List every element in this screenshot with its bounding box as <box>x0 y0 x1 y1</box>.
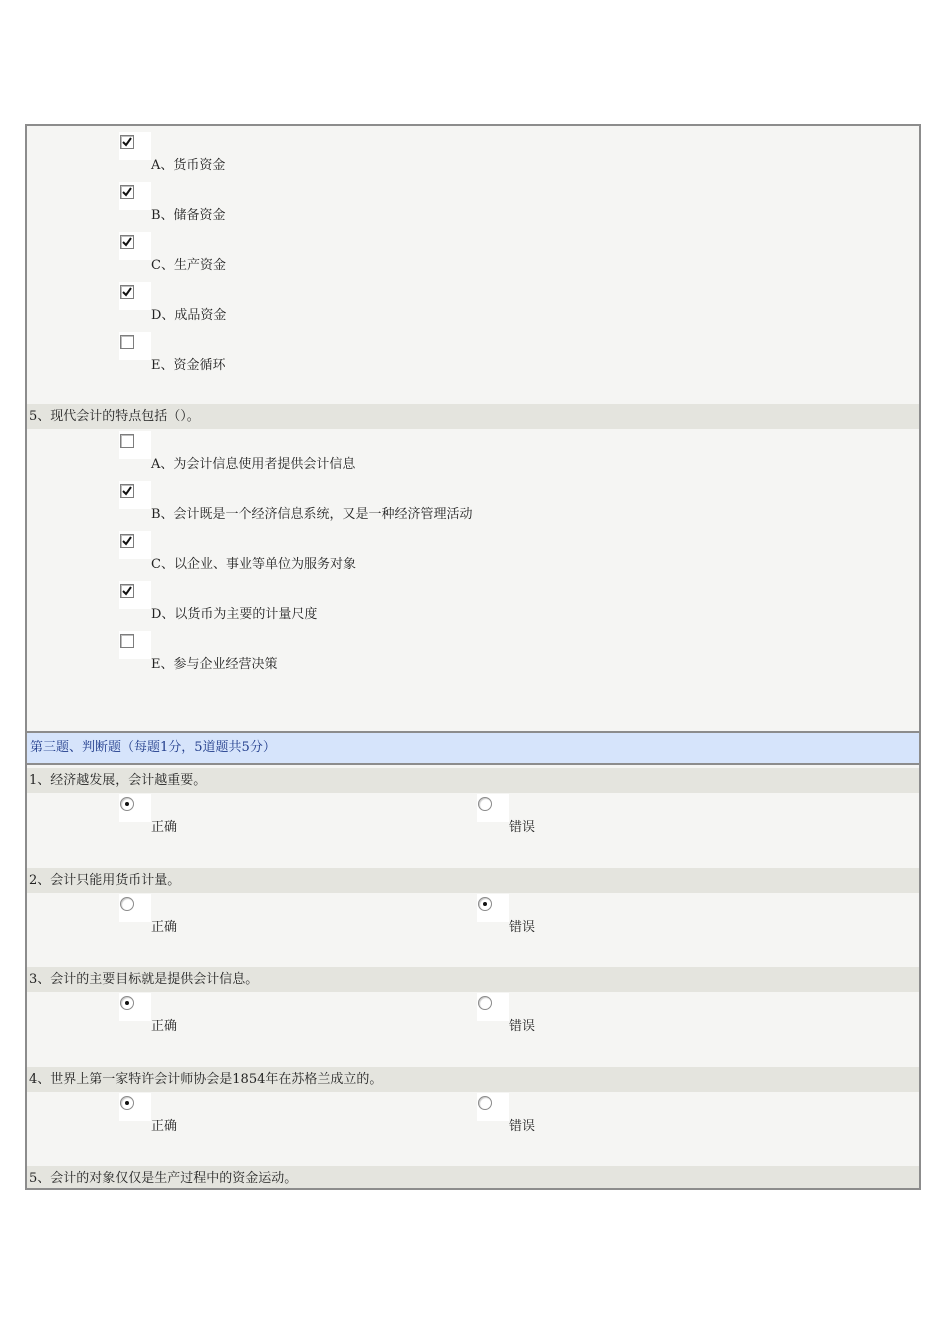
q4-e-label: E、资金循环 <box>151 358 226 373</box>
tf3-true-radio[interactable] <box>119 993 151 1021</box>
q5-question: 5、现代会计的特点包括（）。 <box>27 404 921 429</box>
tf4-false-label: 错误 <box>509 1119 536 1134</box>
checkmark-icon <box>121 136 133 148</box>
q4-b-checkbox[interactable] <box>119 182 151 210</box>
tf2-true-label: 正确 <box>151 920 178 935</box>
q5-e-label: E、参与企业经营决策 <box>151 657 278 672</box>
tf3-false-radio[interactable] <box>477 993 509 1021</box>
checkmark-icon <box>121 585 133 597</box>
tf4-true-radio[interactable] <box>119 1093 151 1121</box>
q5-a-label: A、为会计信息使用者提供会计信息 <box>151 457 356 472</box>
checkmark-icon <box>121 286 133 298</box>
tf2-false-label: 错误 <box>509 920 536 935</box>
tf-question-3: 3、会计的主要目标就是提供会计信息。 <box>27 967 921 992</box>
q5-d-label: D、以货币为主要的计量尺度 <box>151 607 318 622</box>
tf-question-1: 1、经济越发展，会计越重要。 <box>27 768 921 793</box>
tf3-true-label: 正确 <box>151 1019 178 1034</box>
checkmark-icon <box>121 236 133 248</box>
q5-c-checkbox[interactable] <box>119 531 151 559</box>
section-header: 第三题、判断题（每题1分，5道题共5分） <box>27 731 921 765</box>
tf4-true-label: 正确 <box>151 1119 178 1134</box>
quiz-frame <box>25 124 921 1190</box>
q5-d-checkbox[interactable] <box>119 581 151 609</box>
q4-e-checkbox[interactable] <box>119 332 151 360</box>
tf1-true-radio[interactable] <box>119 794 151 822</box>
q4-d-checkbox[interactable] <box>119 282 151 310</box>
q5-c-label: C、以企业、事业等单位为服务对象 <box>151 557 356 572</box>
tf2-true-radio[interactable] <box>119 894 151 922</box>
tf1-false-label: 错误 <box>509 820 536 835</box>
q5-e-checkbox[interactable] <box>119 631 151 659</box>
q4-c-label: C、生产资金 <box>151 258 226 273</box>
q4-d-label: D、成品资金 <box>151 308 227 323</box>
tf1-false-radio[interactable] <box>477 794 509 822</box>
checkmark-icon <box>121 535 133 547</box>
tf2-false-radio[interactable] <box>477 894 509 922</box>
checkmark-icon <box>121 485 133 497</box>
q5-b-checkbox[interactable] <box>119 481 151 509</box>
tf-question-4: 4、世界上第一家特许会计师协会是1854年在苏格兰成立的。 <box>27 1067 921 1092</box>
checkmark-icon <box>121 186 133 198</box>
q4-a-label: A、货币资金 <box>151 158 226 173</box>
q4-b-label: B、储备资金 <box>151 208 226 223</box>
q4-c-checkbox[interactable] <box>119 232 151 260</box>
tf4-false-radio[interactable] <box>477 1093 509 1121</box>
q5-a-checkbox[interactable] <box>119 431 151 459</box>
tf-question-5: 5、会计的对象仅仅是生产过程中的资金运动。 <box>27 1166 921 1190</box>
q5-b-label: B、会计既是一个经济信息系统，又是一种经济管理活动 <box>151 507 473 522</box>
tf-question-2: 2、会计只能用货币计量。 <box>27 868 921 893</box>
q4-a-checkbox[interactable] <box>119 132 151 160</box>
tf3-false-label: 错误 <box>509 1019 536 1034</box>
tf1-true-label: 正确 <box>151 820 178 835</box>
